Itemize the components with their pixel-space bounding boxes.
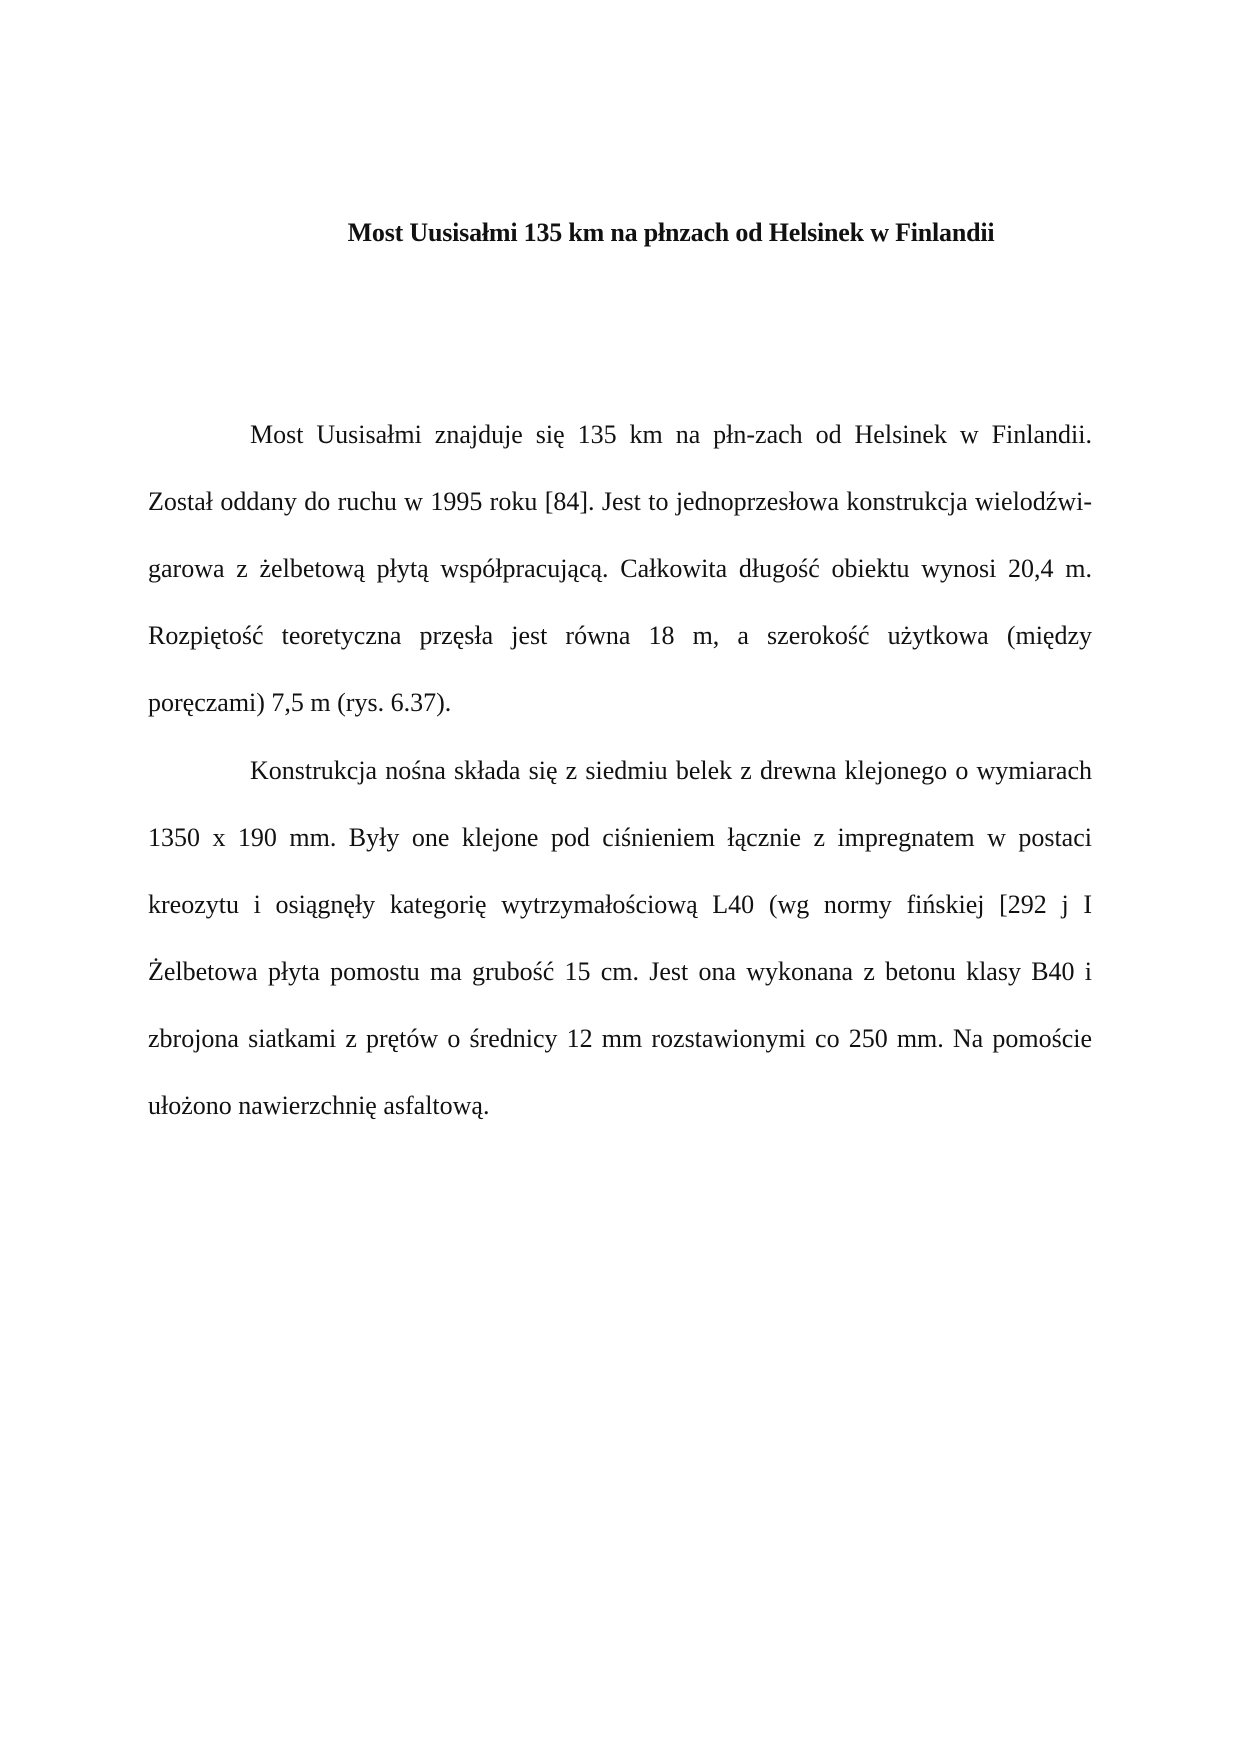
paragraph-2: Konstrukcja nośna składa się z siedmiu belek z drewna klejonego o wymiarach 1350 x 190 mm. Były one klejone pod ciśnieniem łącznie z impregnatem w postaci kreozytu i osiągnęły kategorię wytrzymałościową L40 (wg normy fińskiej [292 j I Żelbetowa płyta pomostu ma grubość 15 cm. Jest ona wykonana z betonu klasy B40 i zbrojona siatkami z prętów o średnicy 12 mm rozstawionymi co 250 mm. Na pomoście ułożono nawierzchnię asfaltową. (148, 756, 1092, 1120)
paragraph-1: Most Uusisałmi znajduje się 135 km na płn-zach od Helsinek w Finlandii. Został oddany do ruchu w 1995 roku [84]. Jest to jednoprzesłowa konstrukcja wielodźwi-garowa z żelbetową płytą współpracującą. Całkowita długość obiektu wynosi 20,4 m. Rozpiętość teoretyczna przęsła jest równa 18 m, a szerokość użytkowa (między poręczami) 7,5 m (rys. 6.37). (148, 420, 1092, 717)
document-title: Most Uusisałmi 135 km na płnzach od Helsinek w Finlandii (347, 218, 995, 247)
